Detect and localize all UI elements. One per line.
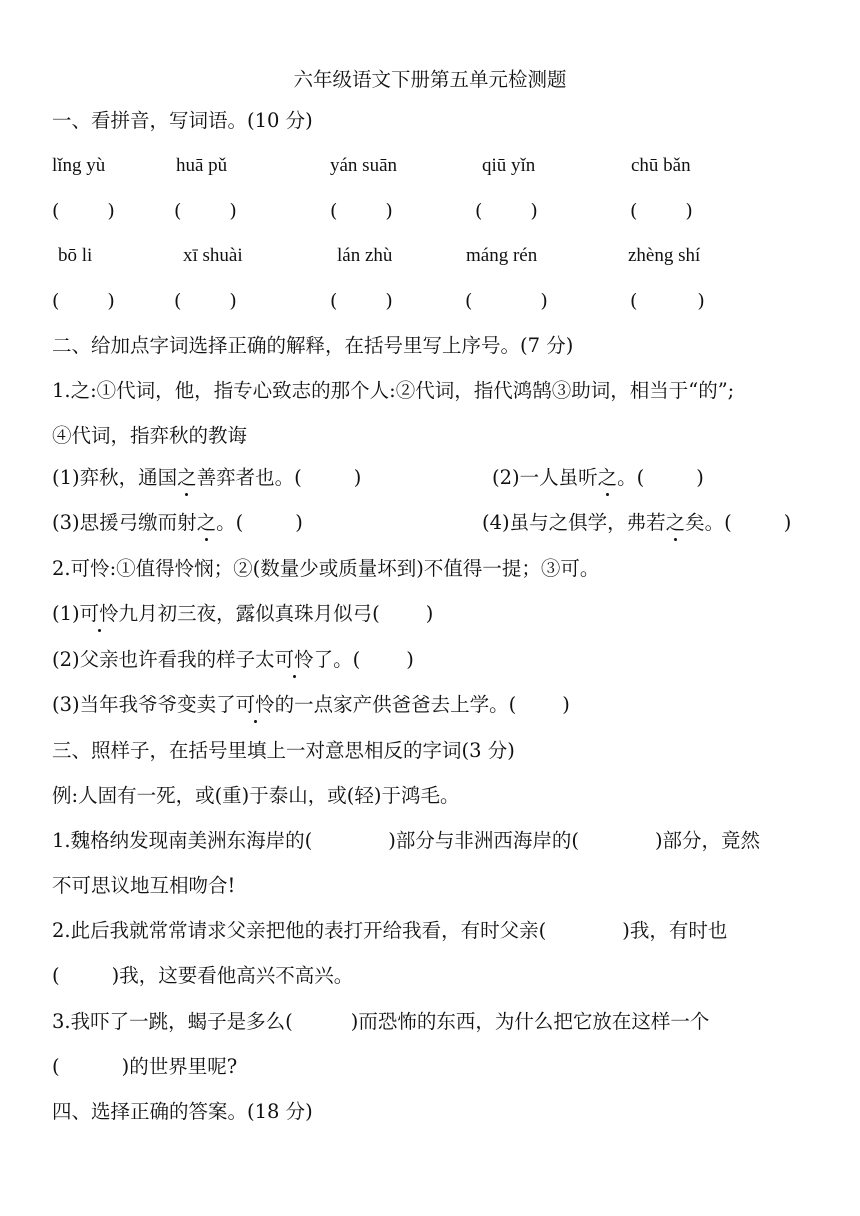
answer-blank-9[interactable]: ( ) — [465, 290, 548, 312]
question-2-2-2: (2)父亲也许看我的样子太可怜了。( ) — [52, 648, 414, 671]
answer-blank-1[interactable]: ( ) — [52, 200, 115, 222]
pinyin-3: yán suān — [330, 155, 398, 176]
question-2-1-1: (1)弈秋，通国之善弈者也。( ) — [52, 466, 362, 489]
question-2-1-2: (2)一人虽听之。( ) — [492, 466, 704, 489]
question-3-2-cont: ( )我，这要看他高兴不高兴。 — [52, 964, 354, 987]
question-2-1-definition: 1.之:①代词，他，指专心致志的那个人:②代词，指代鸿鹄③助词，相当于“的”; — [52, 379, 735, 402]
pinyin-5: chū bǎn — [631, 155, 691, 176]
question-2-2-3: (3)当年我爷爷变卖了可怜的一点家产供爸爸去上学。( ) — [52, 693, 570, 716]
emphasis-dot-char: 之 — [665, 511, 686, 534]
emphasis-dot-char: 可怜 — [274, 648, 314, 671]
answer-blank-7[interactable]: ( ) — [174, 290, 237, 312]
emphasis-dot-char: 可怜 — [79, 602, 119, 625]
pinyin-4: qiū yǐn — [482, 155, 536, 176]
emphasis-dot-char: 可怜 — [235, 693, 275, 716]
answer-blank-10[interactable]: ( ) — [630, 290, 705, 312]
question-3-2: 2.此后我就常常请求父亲把他的表打开给我看，有时父亲( )我，有时也 — [52, 919, 728, 942]
pinyin-1: lǐng yù — [52, 155, 106, 176]
section-1-heading: 一、看拼音，写词语。(10 分) — [52, 109, 313, 132]
section-3-example: 例:人固有一死，或(重)于泰山，或(轻)于鸿毛。 — [52, 784, 460, 807]
answer-blank-6[interactable]: ( ) — [52, 290, 115, 312]
section-2-heading: 二、给加点字词选择正确的解释，在括号里写上序号。(7 分) — [52, 334, 574, 357]
question-3-3: 3.我吓了一跳，蝎子是多么( )而恐怖的东西，为什么把它放在这样一个 — [52, 1010, 710, 1033]
answer-blank-4[interactable]: ( ) — [475, 200, 538, 222]
question-2-2-definition: 2.可怜:①值得怜悯；②(数量少或质量坏到)不值得一提；③可。 — [52, 557, 600, 580]
answer-blank-5[interactable]: ( ) — [630, 200, 693, 222]
page-title: 六年级语文下册第五单元检测题 — [293, 68, 567, 91]
question-2-1-definition-cont: ④代词，指弈秋的教诲 — [52, 424, 248, 447]
question-3-1: 1.魏格纳发现南美洲东海岸的( )部分与非洲西海岸的( )部分，竟然 — [52, 829, 761, 852]
question-3-1-cont: 不可思议地互相吻合! — [52, 874, 236, 897]
pinyin-7: xī shuài — [183, 245, 243, 266]
emphasis-dot-char: 之 — [597, 466, 618, 489]
answer-blank-2[interactable]: ( ) — [174, 200, 237, 222]
pinyin-8: lán zhù — [337, 245, 393, 266]
question-2-1-3: (3)思援弓缴而射之。( ) — [52, 511, 303, 534]
question-2-1-4: (4)虽与之俱学，弗若之矣。( ) — [482, 511, 792, 534]
answer-blank-3[interactable]: ( ) — [330, 200, 393, 222]
emphasis-dot-char: 之 — [196, 511, 217, 534]
question-2-2-1: (1)可怜九月初三夜，露似真珠月似弓( ) — [52, 602, 434, 625]
pinyin-10: zhèng shí — [628, 245, 701, 266]
pinyin-2: huā pǔ — [176, 155, 228, 176]
question-3-3-cont: ( )的世界里呢? — [52, 1055, 238, 1078]
section-4-heading: 四、选择正确的答案。(18 分) — [52, 1100, 313, 1123]
emphasis-dot-char: 之 — [177, 466, 197, 489]
pinyin-6: bō li — [58, 245, 93, 266]
section-3-heading: 三、照样子，在括号里填上一对意思相反的字词(3 分) — [52, 739, 515, 762]
answer-blank-8[interactable]: ( ) — [330, 290, 393, 312]
pinyin-9: máng rén — [466, 245, 538, 266]
